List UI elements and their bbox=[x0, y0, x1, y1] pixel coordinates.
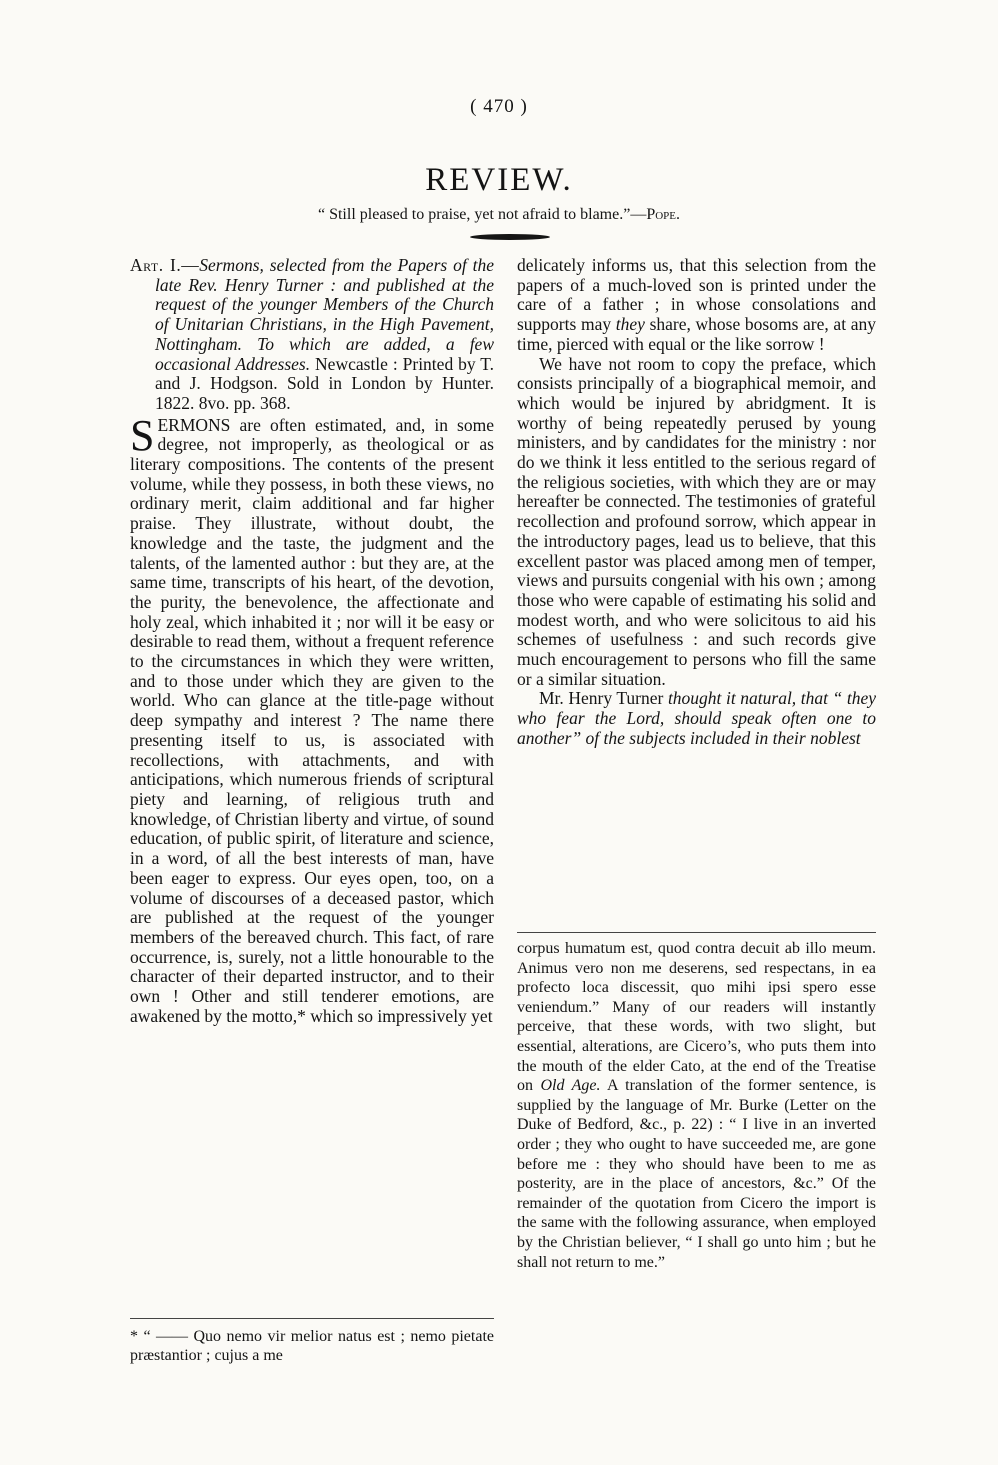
epigraph bbox=[0, 206, 998, 224]
body-paragraph-4 bbox=[517, 689, 876, 748]
title-rule bbox=[470, 234, 550, 240]
article-label: Art. I.— bbox=[130, 255, 200, 275]
paragraph-text: ERMONS are often estimated, and, in some degree, not improperly, as theological or as literary compositions. The contents of the present volume, while they possess, in both these views, no ordinary merit, claim additional and far higher praise. They illustrate, without doubt, the knowledge and the taste, the judgment and the talents, of the lamented author : but they are, at the same time, transcripts of his heart, of the devotion, the purity, the benevolence, the affectionate and holy zeal, which inhabited it ; nor will it be easy or desirable to read them, without a frequent reference to the circumstances in which they were written, and to those under which they are given to the world. Who can glance at the title-page without deep sympathy and interest ? The name there presenting itself to us, is associated with recollections, with attachments, and with anticipations, which numerous friends of scriptural piety and learning, of religious truth and knowledge, of Christian liberty and virtue, of sound education, of public spirit, of literature and science, in a word, of all the best interests of man, have been eager to express. Our eyes open, too, on a volume of discourses of a deceased pastor, which are published at the request of the younger members of the bereaved church. This fact, of rare occurrence, is, surely, not a little honourable to the character of their departed instructor, and to their own ! Other and still tenderer emotions, are awakened by the motto,* which so impressively yet bbox=[130, 414, 494, 1026]
body-paragraph-3: We have not room to copy the preface, which consists principally of a biographical memoir, and which would be injured by abridgment. It is worthy of being repeatedly perused by young ministers, and by candidates for the ministry : nor do we think it less entitled to the serious regard of the religious societies, with which they are or may hereafter be connected. The testimonies of grateful recollection and profound sorrow, which appear in the introductory pages, lead us to believe, that this excellent pastor was placed among men of temper, views and pursuits congenial with his own ; among those who were capable of estimating his solid and modest worth, and who were solicitous to aid his schemes of usefulness : and such records give much encouragement to persons who fill the same or a similar situation. bbox=[517, 353, 876, 689]
footnote-text: corpus humatum est, quod contra decuit ab illo meum. Animus vero non me deserens, sed respectans, in ea profecto loca discessit, quo mihi ipsi spero esse veniendum.” Many of our readers will instantly perceive, that these words, with two slight, but essential, alterations, are Cicero’s, who puts them into the mouth of the elder Cato, at the end of the Treatise on bbox=[517, 940, 876, 1095]
right-column bbox=[517, 256, 876, 749]
drop-cap: S bbox=[130, 410, 155, 460]
paragraph-text: Mr. Henry Turner bbox=[539, 688, 668, 709]
body-paragraph-1 bbox=[130, 410, 494, 1027]
footnote-paragraph bbox=[517, 939, 876, 1272]
epigraph-author: Pope. bbox=[646, 206, 681, 223]
page-title: REVIEW. bbox=[425, 162, 573, 198]
paragraph-text: share, whose bosoms are, at any time, pierced with equal or the like sorrow ! bbox=[517, 314, 876, 354]
article-heading bbox=[130, 256, 494, 414]
page-number: ( 470 ) bbox=[470, 96, 528, 117]
left-column bbox=[130, 256, 494, 1026]
emphasis-text: thought it natural, that “ they who fear the Lord, should speak often one to another” of the subjects included in their noblest bbox=[517, 688, 877, 748]
footnote-emphasis: Old Age. bbox=[540, 1077, 601, 1095]
footnote-left: * “ —— Quo nemo vir melior natus est ; nemo pietate præstantior ; cujus a me bbox=[130, 1318, 494, 1365]
article-title: Sermons, selected from the Papers of the late Rev. Henry Turner : and published at the request of the younger Members of the Church of Unitarian Christians, in the High Pavement, Nottingham. To which are added, a few occasional Addresses. bbox=[155, 255, 494, 374]
emphasis-text: they bbox=[615, 314, 645, 335]
footnote-right bbox=[517, 932, 876, 1272]
body-paragraph-2 bbox=[517, 256, 876, 355]
epigraph-text: “ Still pleased to praise, yet not afraid to blame.”— bbox=[317, 206, 647, 223]
footnote-text: A translation of the former sentence, is supplied by the language of Mr. Burke (Letter on the Duke of Bedford, &c., p. 22) : “ I live in an inverted order ; they who ought to have succeeded me, are gone before me : they who should have been to me as posterity, are in the place of ancestors, &c.” Of the remainder of the quotation from Cicero the import is the same with the following assurance, when employed by the Christian believer, “ I shall go unto him ; but he shall not return to me.” bbox=[517, 1077, 877, 1271]
article-imprint: Newcastle : Printed by T. and J. Hodgson. Sold in London by Hunter. 1822. 8vo. pp. 368. bbox=[155, 353, 494, 413]
paragraph-text: delicately informs us, that this selection from the papers of a much-loved son is printed under the care of a father ; in whose consolations and supports may bbox=[517, 255, 876, 335]
